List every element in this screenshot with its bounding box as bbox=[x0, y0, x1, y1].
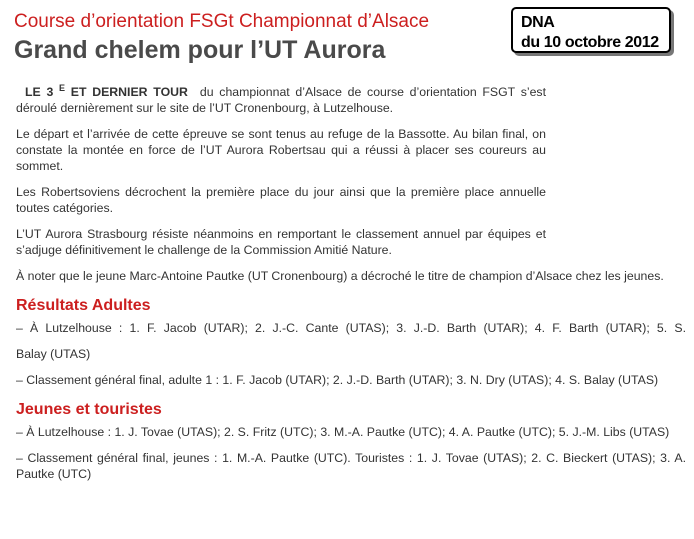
adults-result-line-cont: Balay (UTAS) bbox=[16, 347, 91, 362]
article-kicker: Course d’orientation FSGt Championnat d’Alsace bbox=[14, 11, 430, 32]
lead-tag-pre: LE 3 bbox=[25, 85, 54, 100]
paragraph-5: À noter que le jeune Marc-Antoine Pautke (UT Cronenbourg) a décroché le titre de champion d’Alsace chez les jeunes. bbox=[16, 269, 664, 284]
lead-text: du championnat d’Alsace de course d’orientation FSGT s’est déroulé dernièrement sur le site de l’UT Cronenbourg, à Lutzelhouse. bbox=[16, 85, 546, 116]
article-body bbox=[16, 80, 686, 492]
youth-result-general: – Classement général final, jeunes : 1. M.-A. Pautke (UTC). Touristes : 1. J. Tovae (UTAS); 2. C. Bieckert (UTAS); 3. A. Pautke (UTC) bbox=[16, 451, 686, 482]
article-headline: Grand chelem pour l’UT Aurora bbox=[14, 36, 386, 64]
lead-tag-sup: E bbox=[59, 83, 66, 93]
lead-paragraph bbox=[16, 80, 546, 116]
source-stamp bbox=[511, 7, 671, 53]
paragraph-2: Le départ et l’arrivée de cette épreuve se sont tenus au refuge de la Bassotte. Au bilan final, on constate la montée en force de l’UT Aurora Robertsau qui a réussi à placer ses coureurs au sommet. bbox=[16, 127, 546, 174]
section-title-youth: Jeunes et touristes bbox=[16, 401, 162, 419]
youth-result-lutzelhouse: – À Lutzelhouse : 1. J. Tovae (UTAS); 2. S. Fritz (UTC); 3. M.-A. Pautke (UTC); 4. A. Pautke (UTC); 5. J.-M. Libs (UTAS) bbox=[16, 425, 670, 440]
lead-tag bbox=[16, 85, 200, 99]
adults-result-lutzelhouse bbox=[16, 320, 686, 362]
paragraph-4: L’UT Aurora Strasbourg résiste néanmoins en remportant le classement annuel par équipes et s’adjuge définitivement le challenge de la Commission Amitié Nature. bbox=[16, 227, 546, 258]
lead-tag-post: ET DERNIER TOUR bbox=[70, 85, 188, 100]
stamp-date: du 10 octobre 2012 bbox=[521, 34, 659, 51]
adults-result-general: – Classement général final, adulte 1 : 1. F. Jacob (UTAR); 2. J.-D. Barth (UTAR); 3. N. Dry (UTAS); 4. S. Balay (UTAS) bbox=[16, 373, 659, 388]
adults-result-line: – À Lutzelhouse : 1. F. Jacob (UTAR); 2. J.-C. Cante (UTAS); 3. J.-D. Barth (UTAR); 4. F. Barth (UTAR); 5. S. bbox=[16, 321, 686, 336]
section-title-adults: Résultats Adultes bbox=[16, 297, 151, 315]
stamp-publication: DNA bbox=[521, 14, 555, 31]
paragraph-3: Les Robertsoviens décrochent la première place du jour ainsi que la première place annuelle toutes catégories. bbox=[16, 185, 546, 216]
